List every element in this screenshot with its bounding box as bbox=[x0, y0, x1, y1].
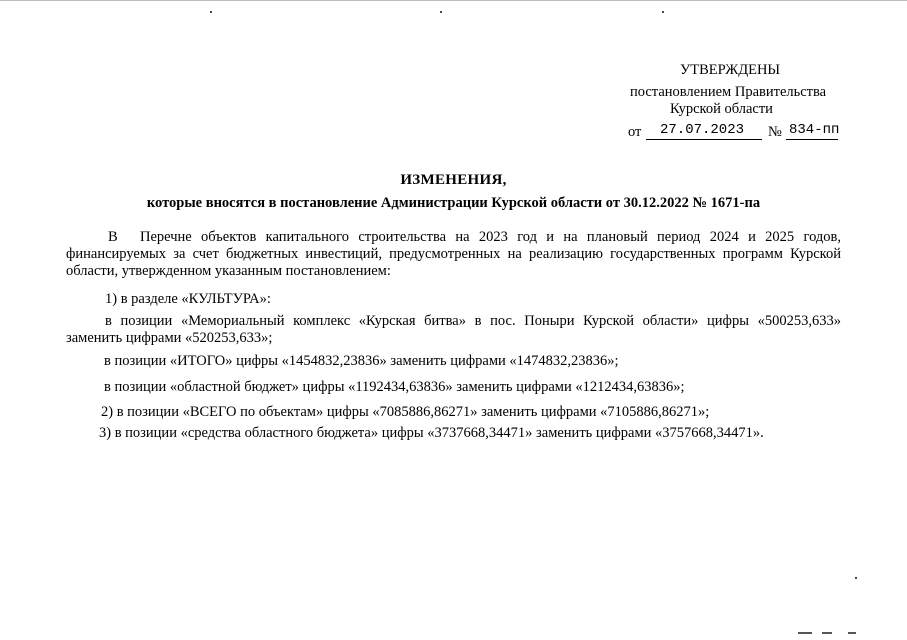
scan-edge-mark bbox=[822, 632, 832, 634]
item-3: 3) в позиции «средства областного бюджета» цифры «3737668,34471» заменить цифрами «3757668,34471». bbox=[99, 425, 764, 441]
approval-heading: УТВЕРЖДЕНЫ bbox=[680, 62, 781, 78]
intro-line-1: Перечне объектов капитального строительства на 2023 год и на плановый период 2024 и 2025 годов, bbox=[140, 229, 841, 245]
approval-date-value: 27.07.2023 bbox=[660, 122, 745, 138]
scan-edge-mark bbox=[798, 632, 812, 634]
intro-letter: В bbox=[108, 229, 118, 245]
scan-speck bbox=[210, 11, 212, 13]
scan-speck bbox=[855, 577, 857, 579]
approval-number-prefix: № bbox=[768, 124, 782, 140]
scan-top-edge bbox=[0, 0, 907, 1]
document-subtitle: которые вносятся в постановление Администрации Курской области от 30.12.2022 № 1671-па bbox=[146, 195, 761, 211]
approval-date-prefix: от bbox=[628, 124, 642, 140]
intro-line-2: финансируемых за счет бюджетных инвестиций, предусмотренных на реализацию государственных программ Курской bbox=[66, 246, 841, 262]
item-1c: в позиции «областной бюджет» цифры «1192434,63836» заменить цифрами «1212434,63836»; bbox=[104, 379, 685, 395]
item-1b: в позиции «ИТОГО» цифры «1454832,23836» заменить цифрами «1474832,23836»; bbox=[104, 353, 619, 369]
approval-number-value: 834-пп bbox=[789, 122, 840, 138]
scan-edge-mark bbox=[848, 632, 856, 634]
item-1: 1) в разделе «КУЛЬТУРА»: bbox=[105, 291, 271, 307]
scan-speck bbox=[440, 11, 442, 13]
document-title: ИЗМЕНЕНИЯ, bbox=[400, 172, 507, 188]
approval-line-2: Курской области bbox=[670, 101, 773, 117]
item-2: 2) в позиции «ВСЕГО по объектам» цифры «7085886,86271» заменить цифрами «7105886,86271»; bbox=[101, 404, 710, 420]
intro-line-3: области, утвержденном указанным постановлением: bbox=[66, 263, 391, 279]
item-1a-line-2: заменить цифрами «520253,633»; bbox=[66, 330, 273, 346]
approval-line-1: постановлением Правительства bbox=[630, 84, 827, 100]
scan-speck bbox=[662, 11, 664, 13]
item-1a-line-1: в позиции «Мемориальный комплекс «Курская битва» в пос. Поныри Курской области» цифры «500253,633» bbox=[105, 313, 841, 329]
